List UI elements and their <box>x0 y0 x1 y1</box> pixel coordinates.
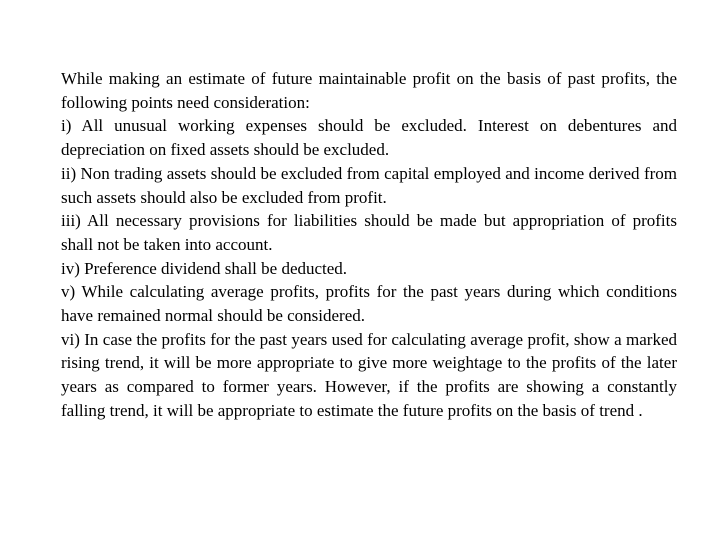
point-iii: iii) All necessary provisions for liabilities should be made but appropriation of profits shall not be taken into account. <box>61 211 677 254</box>
point-i: i) All unusual working expenses should be excluded. Interest on debentures and depreciation on fixed assets should be excluded. <box>61 116 677 160</box>
intro-paragraph: While making an estimate of future maintainable profit on the basis of past profits, the following points need consideration: <box>61 69 677 112</box>
point-ii: ii) Non trading assets should be excluded from capital employed and income derived from such assets should also be excluded from profit. <box>61 163 677 207</box>
point-v: v) While calculating average profits, profits for the past years during which conditions have remained normal should be considered. <box>61 282 677 326</box>
point-vi: vi) In case the profits for the past years used for calculating average profit, show a marked rising trend, it will be more appropriate to give more weightage to the profits of the later years as compared to former years. However, if the profits are showing a constantly falling trend, it will be appropriate to estimate the future profits on the basis of trend . <box>61 329 677 420</box>
body-text <box>61 67 677 423</box>
point-iv: iv) Preference dividend shall be deducted. <box>61 258 348 278</box>
